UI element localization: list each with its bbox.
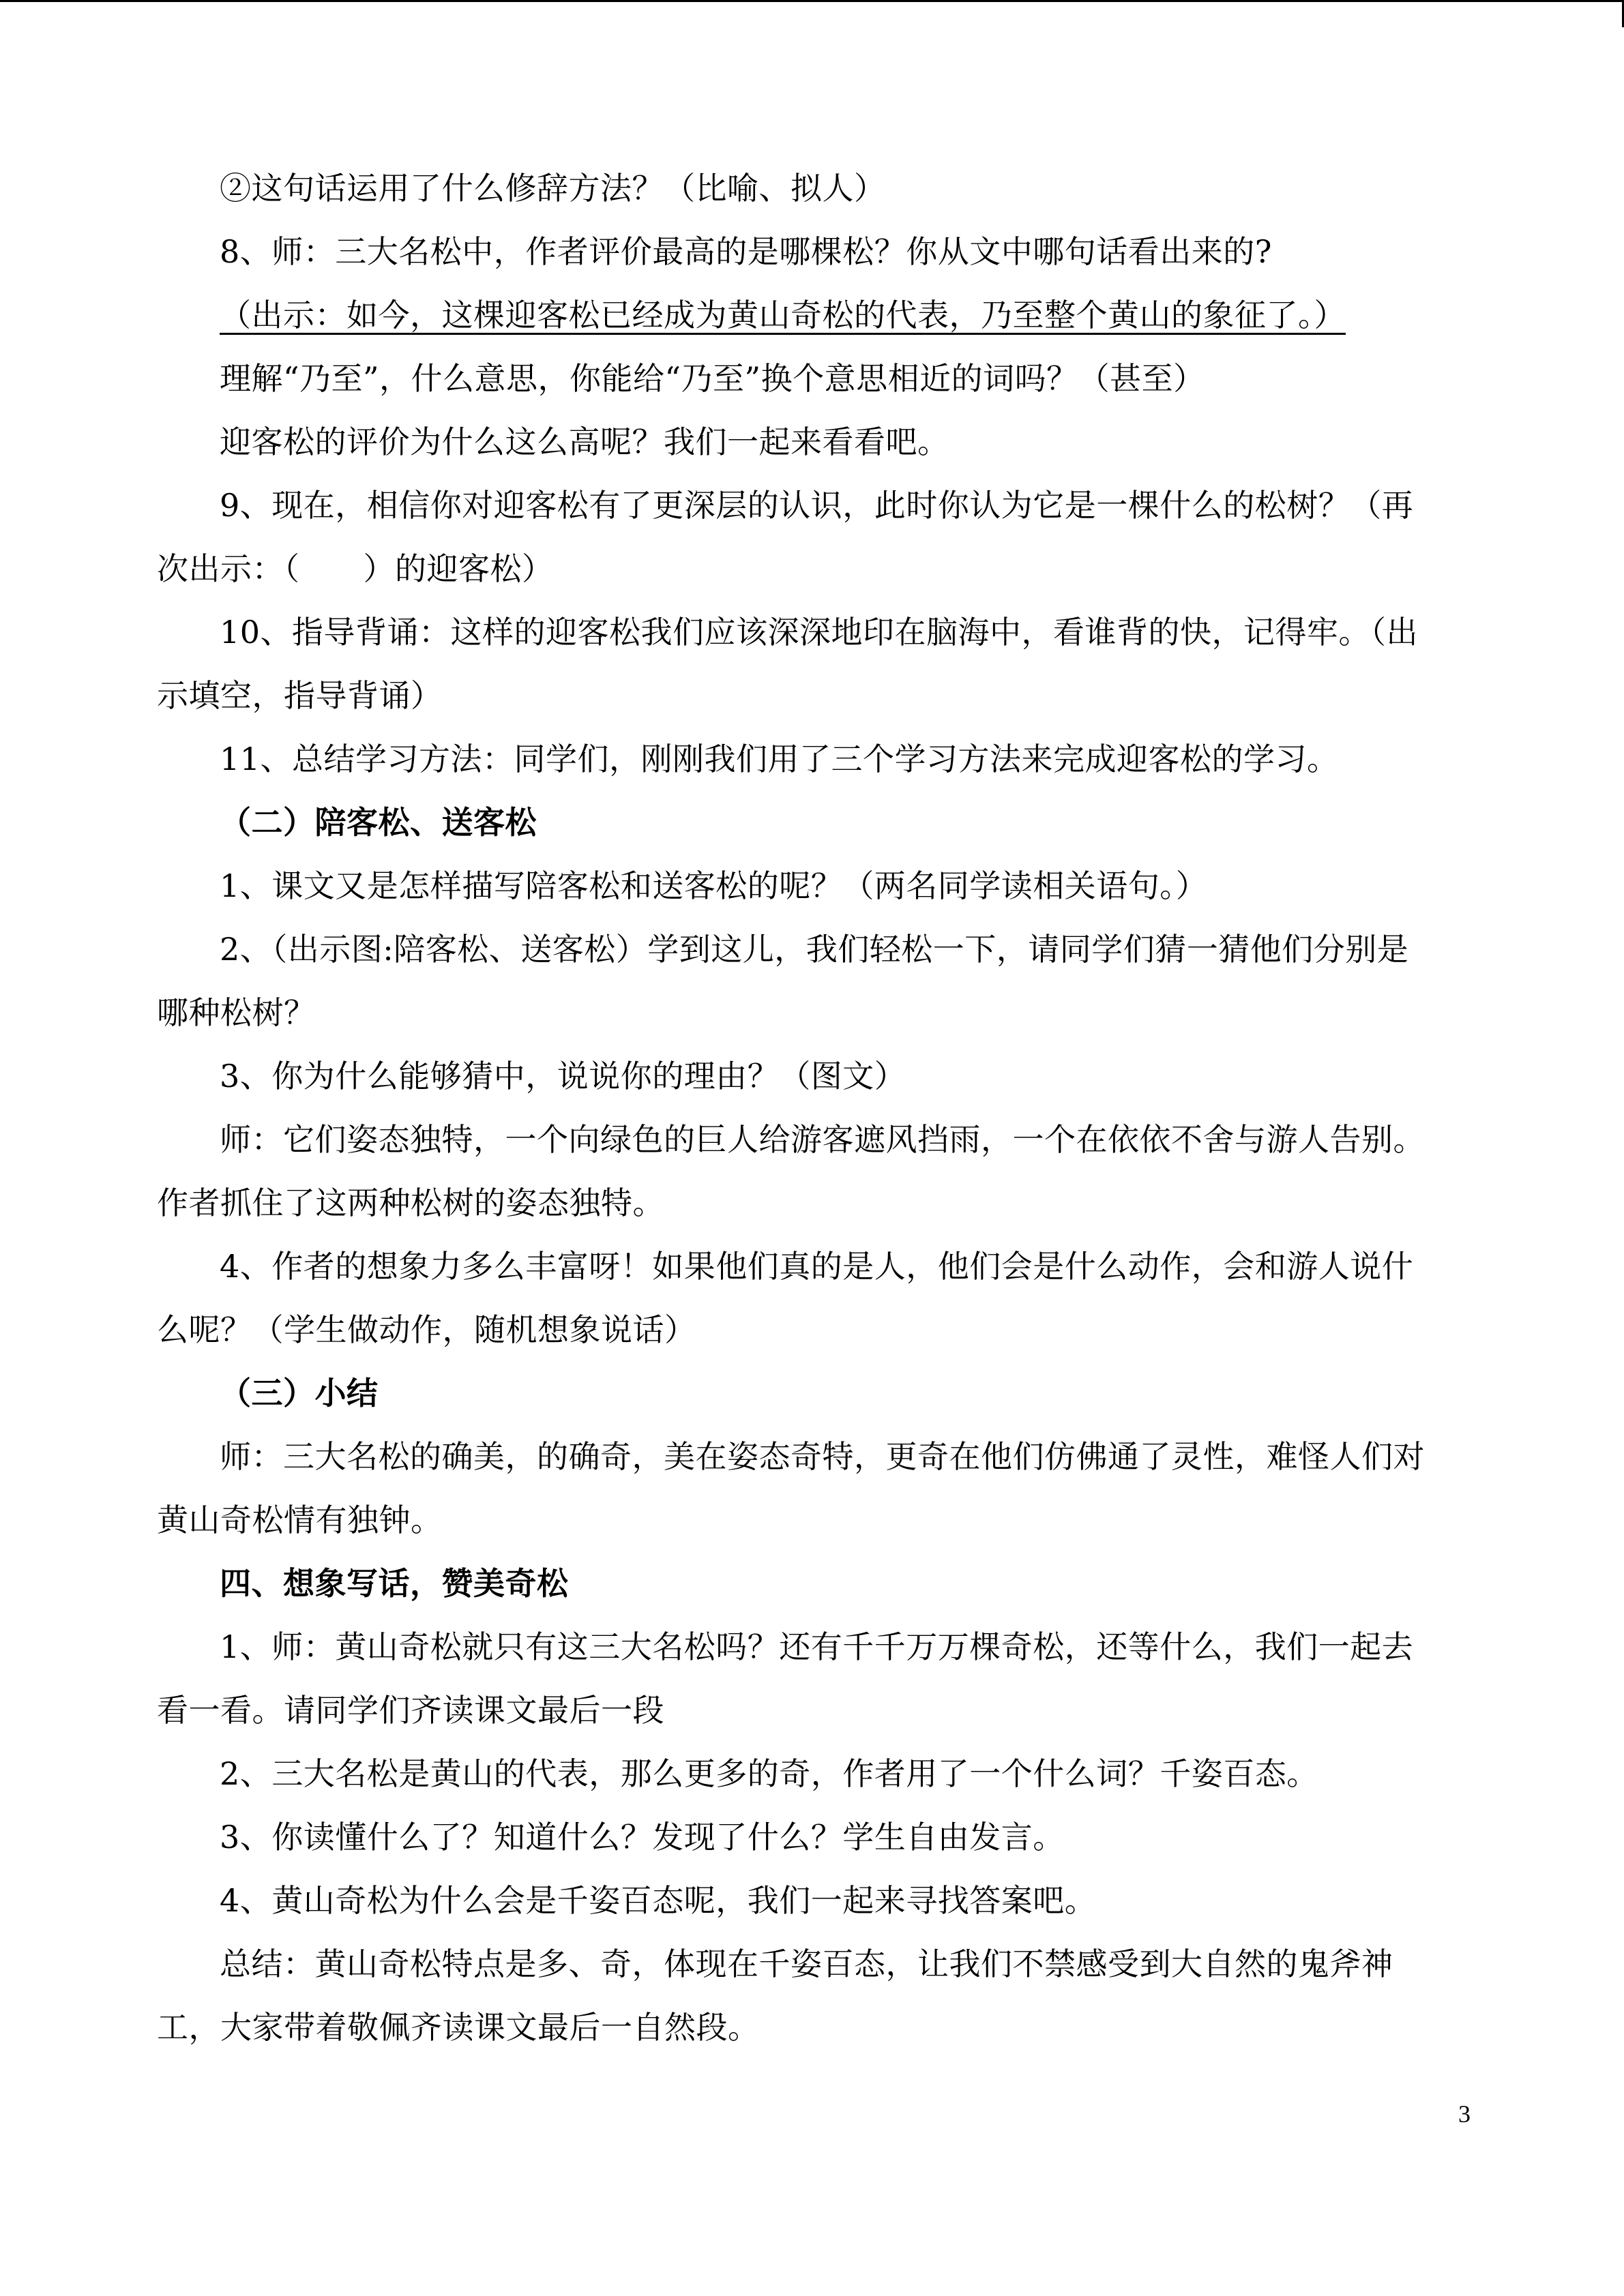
text-line: 1、师：黄山奇松就只有这三大名松吗？还有千千万万棵奇松，还等什么，我们一起去 (220, 1628, 1414, 1665)
text-line: 9、现在，相信你对迎客松有了更深层的认识，此时你认为它是一棵什么的松树？（再 (220, 487, 1414, 524)
text-line: 次出示：（ ）的迎客松） (157, 550, 554, 587)
text-line: 理解“乃至”，什么意思，你能给“乃至”换个意思相近的词吗？（甚至） (220, 360, 1205, 397)
text-line: 3、你为什么能够猜中，说说你的理由？（图文） (220, 1058, 906, 1094)
section-heading-pei-ke-song: （二）陪客松、送客松 (220, 804, 537, 841)
text-line: 黄山奇松情有独钟。 (157, 1502, 443, 1538)
text-line: 4、作者的想象力多么丰富呀！如果他们真的是人，他们会是什么动作，会和游人说什 (220, 1248, 1414, 1285)
text-line: 2、三大名松是黄山的代表，那么更多的奇，作者用了一个什么词？千姿百态。 (220, 1755, 1318, 1792)
text-line: 总结：黄山奇松特点是多、奇，体现在千姿百态，让我们不禁感受到大自然的鬼斧神 (220, 1945, 1393, 1982)
text-line: 10、指导背诵：这样的迎客松我们应该深深地印在脑海中，看谁背的快，记得牢。（出 (220, 614, 1419, 651)
text-line: 2、（出示图:陪客松、送客松）学到这儿，我们轻松一下，请同学们猜一猜他们分别是 (220, 931, 1409, 968)
text-line: 3、你读懂什么了？知道什么？发现了什么？学生自由发言。 (220, 1819, 1065, 1855)
lesson-plan-body (157, 157, 1466, 2059)
text-line: 迎客松的评价为什么这么高呢？我们一起来看看吧。 (220, 423, 949, 460)
text-line: 示填空，指导背诵） (157, 677, 443, 714)
section-heading-imagine-writing: 四、想象写话，赞美奇松 (220, 1565, 569, 1602)
text-line-quote (157, 284, 1466, 347)
text-line: 8、师：三大名松中，作者评价最高的是哪棵松？你从文中哪句话看出来的? (220, 233, 1272, 270)
text-line: 作者抓住了这两种松树的姿态独特。 (157, 1184, 664, 1221)
text-line: 11、总结学习方法：同学们，刚刚我们用了三个学习方法来完成迎客松的学习。 (220, 741, 1339, 777)
text-line: ②这句话运用了什么修辞方法？（比喻、拟人） (220, 170, 886, 207)
text-line: 看一看。请同学们齐读课文最后一段 (157, 1692, 664, 1729)
page-number: 3 (1458, 2100, 1471, 2128)
text-line: 么呢？（学生做动作，随机想象说话） (157, 1311, 696, 1348)
top-border-line (0, 0, 1624, 2)
text-line: 哪种松树？ (157, 994, 316, 1031)
text-line: 1、课文又是怎样描写陪客松和送客松的呢？（两名同学读相关语句。） (220, 867, 1208, 904)
text-line: 师：三大名松的确美，的确奇，美在姿态奇特，更奇在他们仿佛通了灵性，难怪人们对 (220, 1438, 1425, 1475)
text-line: 师：它们姿态独特，一个向绿色的巨人给游客遮风挡雨，一个在依依不舍与游人告别。 (220, 1121, 1425, 1158)
underlined-quote: （出示：如今，这棵迎客松已经成为黄山奇松的代表，乃至整个黄山的象征了。） (220, 297, 1346, 333)
text-line: 工，大家带着敬佩齐读课文最后一自然段。 (157, 2009, 760, 2046)
section-heading-summary: （三）小结 (220, 1375, 379, 1412)
text-line: 4、黄山奇松为什么会是千姿百态呢，我们一起来寻找答案吧。 (220, 1882, 1097, 1919)
